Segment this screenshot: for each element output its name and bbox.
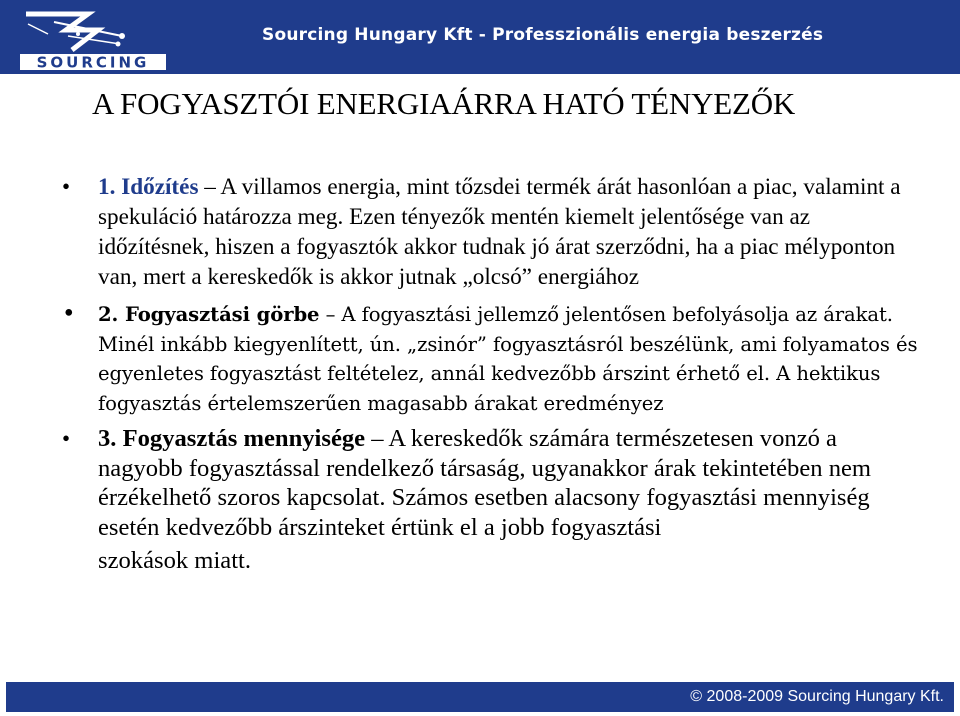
bullet-item-timing — [62, 172, 922, 292]
bullet-text: A fogyasztási jellemző jelentősen befolyásolja az árakat. Minél inkább kiegyenlített, ún. „zsinór” fogyasztásról beszélünk, ami folyamatos és egyenletes fogyasztást feltételez, annál kedvezőbb árszint érhető el. A hektikus fogyasztás értelemszerűen magasabb árakat eredményez — [98, 303, 918, 415]
page-title: A FOGYASZTÓI ENERGIAÁRRA HATÓ TÉNYEZŐK — [92, 86, 796, 121]
bullet-term: 1. Időzítés — [98, 174, 199, 200]
footer-bar — [6, 682, 954, 712]
footer-copyright: © 2008-2009 Sourcing Hungary Kft. — [690, 688, 944, 705]
header-bar — [0, 0, 960, 74]
bullet-item-consumption-curve — [62, 300, 922, 418]
bullet-text-last-line: szokások miatt. — [98, 547, 252, 574]
bullet-text: A kereskedők számára természetesen vonzó a nagyobb fogyasztással rendelkező társaság, ugyanakkor árak tekintetében nem érzékelhető szoros kapcsolat. Számos esetben alacsony fogyasztási mennyiség esetén kedvezőbb árszinteket értünk el a jobb fogyasztási — [98, 425, 872, 541]
bullet-term: 3. Fogyasztás mennyisége — [98, 425, 366, 452]
svg-text:SOURCING: SOURCING — [36, 53, 150, 72]
bullet-dash: – — [365, 425, 389, 452]
bullet-dash: – — [319, 303, 342, 326]
bullet-text: A villamos energia, mint tőzsdei termék árát hasonlóan a piac, valamint a spekuláció határozza meg. Ezen tényezők mentén kiemelt jelentősége van az időzítésnek, hiszen a fogyasztók akkor tudnak jó árat szerződni, ha a piac mélyponton van, mert a kereskedők is akkor jutnak „olcsó” energiához — [98, 174, 901, 290]
bullet-list — [62, 172, 922, 576]
sourcing-logo — [18, 4, 168, 72]
header-title: Sourcing Hungary Kft - Professzionális energia beszerzés — [262, 25, 824, 45]
bullet-item-consumption-volume — [62, 424, 922, 576]
bullet-term: 2. Fogyasztási görbe — [98, 303, 320, 326]
bullet-dash: – — [198, 174, 221, 200]
